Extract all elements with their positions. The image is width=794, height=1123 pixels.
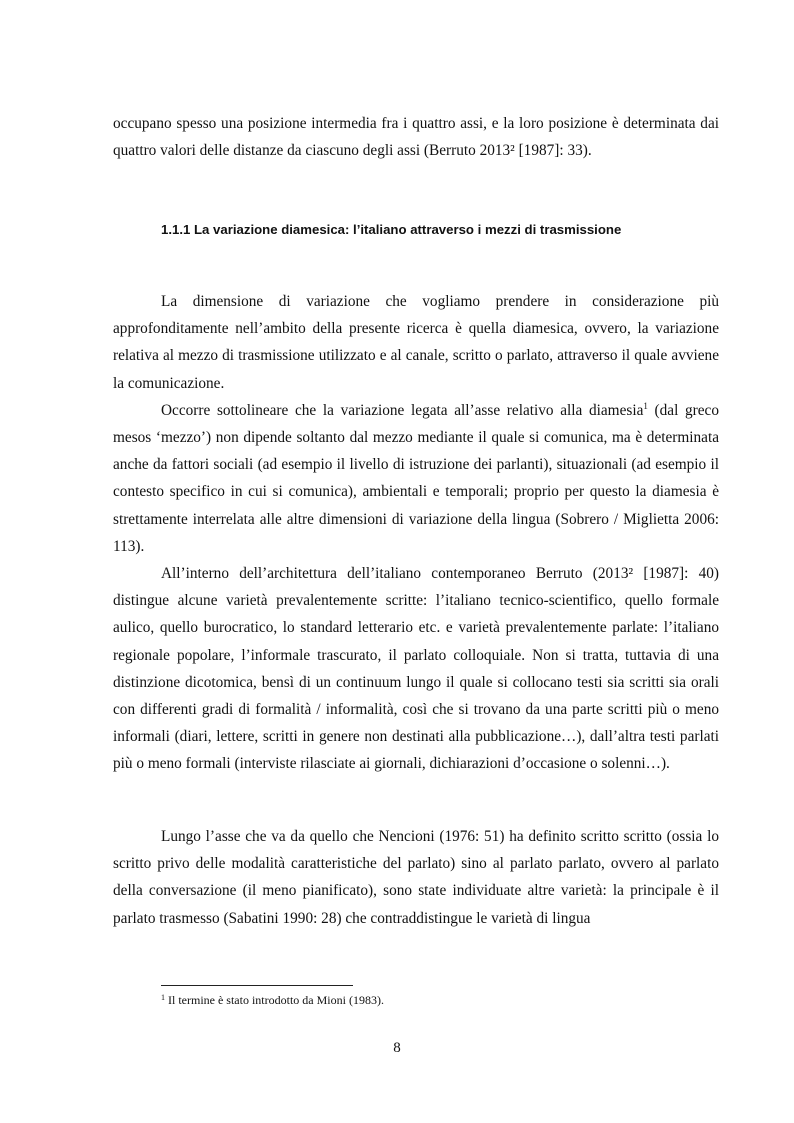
body-text <box>113 288 719 778</box>
intro-text: occupano spesso una posizione intermedia fra i quattro assi, e la loro posizione è determinata dai quattro valori delle distanze da ciascuno degli assi (Berruto 2013² [1987]: 33). <box>113 115 719 160</box>
paragraph-3: All’interno dell’architettura dell’italiano contemporaneo Berruto (2013² [1987]: 40) distingue alcune varietà prevalentemente scritte: l’italiano tecnico-scientifico, quello formale aulico, quello burocratico, lo standard letterario etc. e varietà prevalentemente parlate: l’italiano regionale popolare, l’informale trascurato, il parlato colloquiale. Non si tratta, tuttavia di una distinzione dicotomica, bensì di un continuum lungo il quale si collocano testi sia scritti sia orali con differenti gradi di formalità / informalità, così che si trovano da una parte scritti più o meno informali (diari, lettere, scritti in genere non destinati alla pubblicazione…), dall’altra testi parlati più o meno formali (interviste rilasciate ai giornali, dichiarazioni d’occasione o solenni…). <box>113 565 719 773</box>
paragraph-2-end: (dal greco mesos ‘mezzo’) non dipende soltanto dal mezzo mediante il quale si comunica, ma è determinata anche da fattori sociali (ad esempio il livello di istruzione dei parlanti), situazionali (ad esempio il contesto specifico in cui si comunica), ambientali e temporali; proprio per questo la diamesia è strettamente interrelata alle altre dimensioni di variazione della lingua (Sobrero / Miglietta 2006: 113). <box>113 401 719 555</box>
section-heading: 1.1.1 La variazione diamesica: l’italiano attraverso i mezzi di trasmissione <box>161 222 622 237</box>
footnote-text: Il termine è stato introdotto da Mioni (1983). <box>165 993 384 1007</box>
footnote-divider <box>161 985 353 986</box>
intro-paragraph <box>113 110 719 164</box>
paragraph-4-block <box>113 823 719 932</box>
footnote-reference[interactable]: 1 <box>643 400 648 411</box>
paragraph-2-start: Occorre sottolineare che la variazione legata all’asse relativo alla diamesia <box>161 401 644 419</box>
paragraph-2 <box>113 397 719 560</box>
paragraph-1: La dimensione di variazione che vogliamo prendere in considerazione più approfonditamente nell’ambito della presente ricerca è quella diamesica, ovvero, la variazione relativa al mezzo di trasmissione utilizzato e al canale, scritto o parlato, attraverso il quale avviene la comunicazione. <box>113 293 719 392</box>
paragraph-4: Lungo l’asse che va da quello che Nencioni (1976: 51) ha definito scritto scritto (ossia lo scritto privo delle modalità caratteristiche del parlato) sino al parlato parlato, ovvero al parlato della conversazione (il meno pianificato), sono state individuate altre varietà: la principale è il parlato trasmesso (Sabatini 1990: 28) che contraddistingue le varietà di lingua <box>113 828 719 927</box>
footnote-number: 1 <box>161 993 165 1002</box>
footnote <box>161 992 384 1008</box>
page-number: 8 <box>393 1040 401 1056</box>
